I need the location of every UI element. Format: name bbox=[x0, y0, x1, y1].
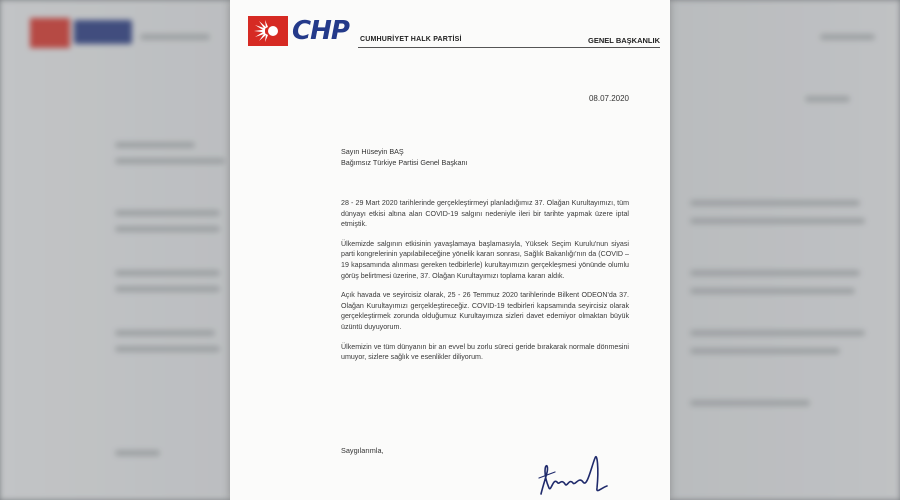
header-divider bbox=[358, 47, 660, 48]
background-shade-right bbox=[670, 0, 900, 500]
letterhead bbox=[248, 14, 660, 50]
party-name: CUMHURİYET HALK PARTİSİ bbox=[360, 36, 462, 43]
addressee-block bbox=[341, 146, 468, 168]
letter-page bbox=[230, 0, 670, 500]
body-paragraph: Ülkemizde salgının etkisinin yavaşlamaya başlamasıyla, Yüksek Seçim Kurulu'nun siyasi parti kongrelerinin yapılabileceğine yönelik kararı sonrası, Sağlık Bakanlığı'nın da (COVID – 19 kapsamında alınması gereken tedbirlerle) kurultayımızın gerçekleşmesi yönünde olumlu görüş belirtmesi üzerine, 37. Olağan Kurultayımızı toplama kararı aldık. bbox=[341, 239, 629, 280]
closing-salutation: Saygılarımla, bbox=[341, 446, 384, 455]
body-paragraph: 28 - 29 Mart 2020 tarihlerinde gerçekleştirmeyi planladığımız 37. Olağan Kurultayımızı, tüm dünyayı etkisi altına alan COVID-19 salgını nedeniyle ileri bir tarihte yapmak üzere iptal etmiştik. bbox=[341, 199, 629, 229]
addressee-name: Sayın Hüseyin BAŞ bbox=[341, 147, 404, 156]
office-title: GENEL BAŞKANLIK bbox=[588, 36, 660, 45]
signature bbox=[535, 448, 625, 500]
body-paragraph: Ülkemizin ve tüm dünyanın bir an evvel bu zorlu süreci geride bırakarak normale dönmesini umuyor, sizlere sağlık ve esenlikler diliyorum. bbox=[341, 342, 629, 362]
body-paragraph: Açık havada ve seyircisiz olarak, 25 - 26 Temmuz 2020 tarihlerinde Bilkent ODEON'da 37. Olağan Kurultayımızı gerçekleştireceğiz. COVID-19 tedbirleri kapsamında seyircisiz olarak gerçekleştirmek zorunda olduğumuz Kurultayımıza sizleri davet edemiyor olmaktan büyük üzüntü duyuyorum. bbox=[341, 291, 629, 331]
letter-body bbox=[341, 198, 629, 372]
addressee-title: Bağımsız Türkiye Partisi Genel Başkanı bbox=[341, 158, 468, 167]
letter-date: 08.07.2020 bbox=[588, 94, 629, 103]
party-logo-icon bbox=[248, 16, 288, 46]
party-logo-text: CHP bbox=[292, 16, 349, 46]
background-shade-left bbox=[0, 0, 230, 500]
